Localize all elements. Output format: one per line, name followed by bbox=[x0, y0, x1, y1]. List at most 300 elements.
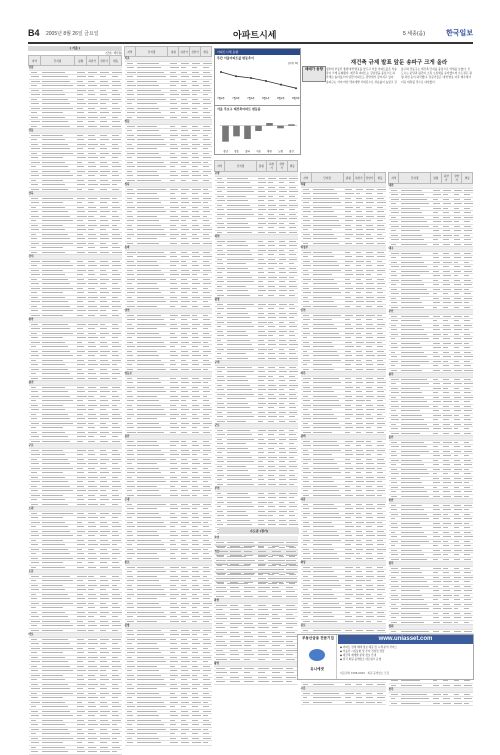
illegible-text bbox=[170, 378, 176, 379]
trend-point bbox=[235, 75, 237, 77]
illegible-text bbox=[217, 196, 224, 197]
illegible-text bbox=[42, 117, 65, 118]
illegible-text bbox=[170, 540, 175, 541]
illegible-text bbox=[289, 430, 294, 431]
price-column-1 bbox=[28, 46, 122, 642]
illegible-text bbox=[31, 702, 40, 703]
illegible-text bbox=[217, 313, 222, 314]
illegible-text bbox=[88, 522, 94, 523]
illegible-text bbox=[77, 90, 86, 91]
illegible-text bbox=[42, 243, 72, 244]
illegible-text bbox=[181, 346, 187, 347]
illegible-text bbox=[112, 207, 121, 208]
illegible-text bbox=[88, 346, 96, 347]
newspaper-logo: 한국일보 bbox=[446, 28, 473, 38]
region-label: 도봉 bbox=[29, 570, 122, 575]
illegible-text bbox=[227, 416, 254, 417]
illegible-text bbox=[42, 144, 68, 145]
illegible-text bbox=[88, 553, 95, 554]
illegible-text bbox=[42, 468, 72, 469]
illegible-text bbox=[112, 148, 119, 149]
illegible-text bbox=[258, 331, 265, 332]
illegible-text bbox=[100, 522, 107, 523]
illegible-text bbox=[31, 297, 39, 298]
weekly-trend-line-chart bbox=[215, 65, 300, 101]
illegible-text bbox=[77, 405, 85, 406]
illegible-text bbox=[88, 297, 98, 298]
illegible-text bbox=[127, 621, 135, 622]
illegible-text bbox=[127, 364, 132, 365]
illegible-text bbox=[137, 202, 161, 203]
illegible-text bbox=[181, 144, 188, 145]
illegible-text bbox=[181, 315, 190, 316]
illegible-text bbox=[31, 423, 39, 424]
illegible-text bbox=[170, 112, 176, 113]
illegible-text bbox=[127, 369, 134, 370]
illegible-text bbox=[137, 495, 161, 496]
illegible-text bbox=[279, 281, 285, 282]
illegible-text bbox=[203, 90, 212, 91]
illegible-text bbox=[227, 353, 246, 354]
illegible-text bbox=[192, 283, 200, 284]
illegible-text bbox=[88, 225, 97, 226]
table-cell bbox=[190, 741, 201, 746]
illegible-text bbox=[217, 358, 223, 359]
illegible-text bbox=[268, 340, 274, 341]
illegible-text bbox=[100, 373, 108, 374]
illegible-text bbox=[289, 254, 296, 255]
illegible-text bbox=[137, 729, 166, 730]
illegible-text bbox=[203, 265, 210, 266]
bar bbox=[266, 123, 273, 126]
illegible-text bbox=[137, 522, 163, 523]
illegible-text bbox=[217, 398, 223, 399]
illegible-text bbox=[170, 135, 178, 136]
illegible-text bbox=[170, 616, 177, 617]
illegible-text bbox=[112, 463, 118, 464]
illegible-text bbox=[272, 546, 279, 547]
illegible-text bbox=[127, 531, 132, 532]
illegible-text bbox=[127, 94, 135, 95]
illegible-text bbox=[88, 477, 98, 478]
illegible-text bbox=[203, 720, 210, 721]
illegible-text bbox=[289, 313, 297, 314]
illegible-text bbox=[112, 99, 121, 100]
illegible-text bbox=[77, 99, 85, 100]
illegible-text bbox=[88, 139, 96, 140]
illegible-text bbox=[268, 439, 275, 440]
illegible-text bbox=[127, 144, 133, 145]
illegible-text bbox=[100, 742, 106, 743]
illegible-text bbox=[289, 457, 294, 458]
illegible-text bbox=[268, 191, 275, 192]
illegible-text bbox=[137, 76, 166, 77]
illegible-text bbox=[181, 387, 186, 388]
illegible-text bbox=[100, 108, 107, 109]
price-table bbox=[28, 55, 122, 755]
illegible-text bbox=[170, 450, 177, 451]
illegible-text bbox=[112, 135, 120, 136]
page-header bbox=[28, 28, 473, 44]
illegible-text bbox=[181, 657, 189, 658]
illegible-text bbox=[170, 495, 178, 496]
illegible-text bbox=[42, 436, 68, 437]
illegible-text bbox=[203, 99, 210, 100]
illegible-text bbox=[203, 207, 209, 208]
illegible-text bbox=[112, 738, 118, 739]
illegible-text bbox=[88, 463, 98, 464]
illegible-text bbox=[127, 234, 135, 235]
illegible-text bbox=[31, 265, 38, 266]
illegible-text bbox=[192, 697, 200, 698]
illegible-text bbox=[181, 292, 187, 293]
illegible-text bbox=[227, 254, 252, 255]
illegible-text bbox=[42, 477, 65, 478]
illegible-text bbox=[137, 126, 157, 127]
illegible-text bbox=[112, 85, 122, 86]
illegible-text bbox=[42, 679, 65, 680]
illegible-text bbox=[258, 403, 266, 404]
illegible-text bbox=[181, 742, 189, 743]
illegible-text bbox=[181, 130, 188, 131]
illegible-text bbox=[88, 589, 94, 590]
illegible-text bbox=[137, 229, 163, 230]
illegible-text bbox=[77, 450, 86, 451]
illegible-text bbox=[192, 396, 201, 397]
illegible-text bbox=[170, 648, 178, 649]
illegible-text bbox=[31, 225, 38, 226]
illegible-text bbox=[192, 193, 198, 194]
illegible-text bbox=[127, 513, 135, 514]
illegible-text bbox=[77, 162, 83, 163]
illegible-text bbox=[77, 670, 86, 671]
illegible-text bbox=[227, 272, 250, 273]
x-tick-label: 8월3주 bbox=[292, 96, 300, 100]
illegible-text bbox=[127, 706, 135, 707]
illegible-text bbox=[77, 616, 86, 617]
illegible-text bbox=[127, 405, 132, 406]
illegible-text bbox=[268, 196, 273, 197]
illegible-text bbox=[203, 724, 211, 725]
illegible-text bbox=[181, 108, 190, 109]
illegible-text bbox=[88, 490, 98, 491]
illegible-text bbox=[170, 94, 179, 95]
illegible-text bbox=[289, 385, 297, 386]
illegible-text bbox=[217, 407, 225, 408]
illegible-text bbox=[127, 99, 136, 100]
illegible-text bbox=[181, 445, 187, 446]
illegible-text bbox=[31, 477, 39, 478]
illegible-text bbox=[203, 733, 210, 734]
illegible-text bbox=[192, 153, 198, 154]
illegible-text bbox=[181, 603, 189, 604]
illegible-text bbox=[112, 688, 119, 689]
illegible-text bbox=[170, 216, 178, 217]
illegible-text bbox=[258, 470, 266, 471]
illegible-text bbox=[137, 261, 157, 262]
illegible-text bbox=[88, 535, 94, 536]
illegible-text bbox=[170, 81, 179, 82]
illegible-text bbox=[31, 576, 40, 577]
illegible-text bbox=[127, 297, 133, 298]
illegible-text bbox=[127, 688, 134, 689]
illegible-text bbox=[137, 387, 163, 388]
col-header: 상한가 bbox=[98, 56, 110, 66]
illegible-text bbox=[181, 126, 187, 127]
illegible-text bbox=[112, 373, 121, 374]
illegible-text bbox=[137, 738, 159, 739]
illegible-text bbox=[77, 418, 85, 419]
illegible-text bbox=[100, 517, 105, 518]
illegible-text bbox=[203, 634, 209, 635]
illegible-text bbox=[137, 351, 157, 352]
illegible-text bbox=[88, 544, 97, 545]
illegible-text bbox=[31, 270, 39, 271]
illegible-text bbox=[181, 396, 189, 397]
illegible-text bbox=[217, 457, 224, 458]
illegible-text bbox=[203, 684, 211, 685]
illegible-text bbox=[181, 490, 188, 491]
illegible-text bbox=[100, 639, 109, 640]
illegible-text bbox=[127, 553, 135, 554]
illegible-text bbox=[279, 245, 287, 246]
illegible-text bbox=[31, 558, 38, 559]
illegible-text bbox=[127, 657, 133, 658]
illegible-text bbox=[88, 648, 95, 649]
illegible-text bbox=[77, 139, 84, 140]
illegible-text bbox=[192, 198, 199, 199]
illegible-text bbox=[170, 463, 177, 464]
illegible-text bbox=[170, 76, 177, 77]
illegible-text bbox=[170, 148, 178, 149]
illegible-text bbox=[31, 517, 39, 518]
illegible-text bbox=[203, 382, 208, 383]
illegible-text bbox=[289, 344, 298, 345]
illegible-text bbox=[100, 553, 108, 554]
illegible-text bbox=[100, 693, 108, 694]
illegible-text bbox=[31, 391, 38, 392]
illegible-text bbox=[181, 432, 187, 433]
illegible-text bbox=[137, 90, 161, 91]
illegible-text bbox=[127, 612, 136, 613]
table-cell bbox=[40, 750, 75, 755]
illegible-text bbox=[289, 218, 297, 219]
illegible-text bbox=[227, 434, 252, 435]
illegible-text bbox=[272, 551, 281, 552]
illegible-text bbox=[127, 454, 135, 455]
illegible-text bbox=[88, 337, 97, 338]
illegible-text bbox=[42, 315, 63, 316]
trend-point bbox=[220, 71, 222, 73]
article-headline: 재건축 규제 발표 앞둔 송파구 크게 올라 bbox=[326, 58, 472, 66]
illegible-text bbox=[203, 270, 212, 271]
region-label: 중랑 bbox=[125, 624, 212, 629]
illegible-text bbox=[203, 648, 209, 649]
region-label: 용산 bbox=[125, 435, 212, 440]
illegible-text bbox=[112, 355, 119, 356]
illegible-text bbox=[77, 693, 84, 694]
illegible-text bbox=[217, 263, 224, 264]
illegible-text bbox=[192, 351, 200, 352]
illegible-text bbox=[112, 535, 119, 536]
illegible-text bbox=[227, 520, 250, 521]
illegible-text bbox=[217, 205, 223, 206]
illegible-text bbox=[31, 315, 40, 316]
illegible-text bbox=[258, 227, 263, 228]
region-label: 성북 bbox=[125, 183, 212, 188]
illegible-text bbox=[227, 218, 246, 219]
illegible-text bbox=[112, 315, 120, 316]
illegible-text bbox=[77, 279, 85, 280]
illegible-text bbox=[42, 283, 70, 284]
illegible-text bbox=[42, 202, 63, 203]
illegible-text bbox=[181, 270, 189, 271]
illegible-text bbox=[77, 220, 84, 221]
illegible-text bbox=[127, 486, 136, 487]
illegible-text bbox=[127, 711, 132, 712]
illegible-text bbox=[77, 715, 82, 716]
illegible-text bbox=[170, 337, 177, 338]
illegible-text bbox=[192, 585, 199, 586]
illegible-text bbox=[170, 328, 178, 329]
illegible-text bbox=[289, 497, 294, 498]
illegible-text bbox=[88, 486, 96, 487]
illegible-text bbox=[77, 153, 84, 154]
illegible-text bbox=[100, 733, 108, 734]
illegible-text bbox=[100, 175, 107, 176]
bar bbox=[277, 126, 284, 129]
illegible-text bbox=[77, 558, 85, 559]
illegible-text bbox=[112, 477, 118, 478]
illegible-text bbox=[181, 180, 187, 181]
illegible-text bbox=[112, 261, 120, 262]
illegible-text bbox=[258, 335, 267, 336]
illegible-text bbox=[258, 290, 266, 291]
illegible-text bbox=[289, 335, 295, 336]
illegible-text bbox=[227, 304, 254, 305]
illegible-text bbox=[42, 603, 72, 604]
illegible-text bbox=[42, 459, 68, 460]
illegible-text bbox=[289, 268, 296, 269]
illegible-text bbox=[42, 391, 68, 392]
illegible-text bbox=[192, 450, 200, 451]
illegible-text bbox=[88, 711, 97, 712]
illegible-text bbox=[203, 153, 210, 154]
illegible-text bbox=[112, 670, 118, 671]
illegible-text bbox=[137, 72, 163, 73]
illegible-text bbox=[31, 189, 40, 190]
illegible-text bbox=[203, 463, 212, 464]
region-label: 마포 bbox=[29, 633, 122, 638]
illegible-text bbox=[88, 432, 97, 433]
illegible-text bbox=[100, 598, 109, 599]
illegible-text bbox=[170, 472, 176, 473]
illegible-text bbox=[268, 493, 275, 494]
illegible-text bbox=[112, 202, 119, 203]
illegible-text bbox=[42, 342, 65, 343]
illegible-text bbox=[100, 306, 109, 307]
illegible-text bbox=[170, 481, 178, 482]
illegible-text bbox=[279, 398, 287, 399]
illegible-text bbox=[279, 349, 284, 350]
illegible-text bbox=[112, 364, 118, 365]
illegible-text bbox=[192, 166, 198, 167]
illegible-text bbox=[181, 630, 189, 631]
illegible-text bbox=[137, 63, 159, 64]
illegible-text bbox=[227, 326, 254, 327]
illegible-text bbox=[181, 171, 188, 172]
article-body: 정부의 부동산 종합대책 발표를 앞두고 서울 아파트값은 상승폭이 크게 둔화됐다. 재건축 아파트는 강남권을 중심으로 하락세로 돌아섰으며 일반 아파트도 관망세가 짙어지고 있다. 송파구는 거여 마천 택지개발 기대감으로 상승률이 높았고 강남구와 강동구는 재건축 단지를 중심으로 약세를 보였다. 신도시는 분당과 평촌이 소폭 오름세를 유지했으며 수도권은 광명 과천 등이 하락했다. 전문가들은 대책 발표 이후 매수세가 더욱 위축될 것으로 내다봤다. bbox=[326, 67, 472, 84]
illegible-text bbox=[170, 594, 179, 595]
illegible-text bbox=[42, 265, 72, 266]
illegible-text bbox=[112, 702, 119, 703]
illegible-text bbox=[181, 495, 190, 496]
illegible-text bbox=[217, 268, 225, 269]
illegible-text bbox=[31, 733, 37, 734]
illegible-text bbox=[258, 209, 266, 210]
illegible-text bbox=[192, 576, 201, 577]
illegible-text bbox=[258, 439, 264, 440]
illegible-text bbox=[181, 702, 190, 703]
illegible-text bbox=[88, 301, 95, 302]
illegible-text bbox=[77, 729, 82, 730]
illegible-text bbox=[31, 463, 39, 464]
illegible-text bbox=[192, 729, 201, 730]
illegible-text bbox=[42, 211, 68, 212]
illegible-text bbox=[203, 522, 208, 523]
illegible-text bbox=[279, 286, 286, 287]
illegible-text bbox=[77, 117, 86, 118]
region-label: 강동 bbox=[29, 129, 122, 134]
illegible-text bbox=[181, 252, 187, 253]
illegible-text bbox=[77, 657, 86, 658]
illegible-text bbox=[268, 322, 273, 323]
illegible-text bbox=[203, 481, 209, 482]
illegible-text bbox=[31, 369, 40, 370]
illegible-text bbox=[42, 531, 70, 532]
illegible-text bbox=[100, 603, 106, 604]
illegible-text bbox=[181, 670, 188, 671]
illegible-text bbox=[100, 531, 110, 532]
illegible-text bbox=[31, 427, 36, 428]
illegible-text bbox=[203, 472, 210, 473]
illegible-text bbox=[112, 598, 122, 599]
illegible-text bbox=[203, 405, 211, 406]
illegible-text bbox=[100, 612, 109, 613]
illegible-text bbox=[279, 250, 284, 251]
illegible-text bbox=[88, 603, 93, 604]
illegible-text bbox=[227, 380, 248, 381]
illegible-text bbox=[42, 252, 65, 253]
illegible-text bbox=[42, 558, 72, 559]
illegible-text bbox=[31, 261, 41, 262]
illegible-text bbox=[192, 517, 200, 518]
illegible-text bbox=[170, 657, 177, 658]
illegible-text bbox=[137, 513, 159, 514]
illegible-text bbox=[181, 243, 189, 244]
illegible-text bbox=[77, 643, 86, 644]
col-header: 단지명 bbox=[40, 56, 75, 66]
illegible-text bbox=[170, 355, 178, 356]
illegible-text bbox=[268, 412, 275, 413]
illegible-text bbox=[137, 333, 159, 334]
illegible-text bbox=[192, 256, 200, 257]
illegible-text bbox=[42, 198, 72, 199]
illegible-text bbox=[77, 270, 86, 271]
illegible-text bbox=[137, 238, 157, 239]
illegible-text bbox=[192, 540, 198, 541]
illegible-text bbox=[137, 621, 157, 622]
